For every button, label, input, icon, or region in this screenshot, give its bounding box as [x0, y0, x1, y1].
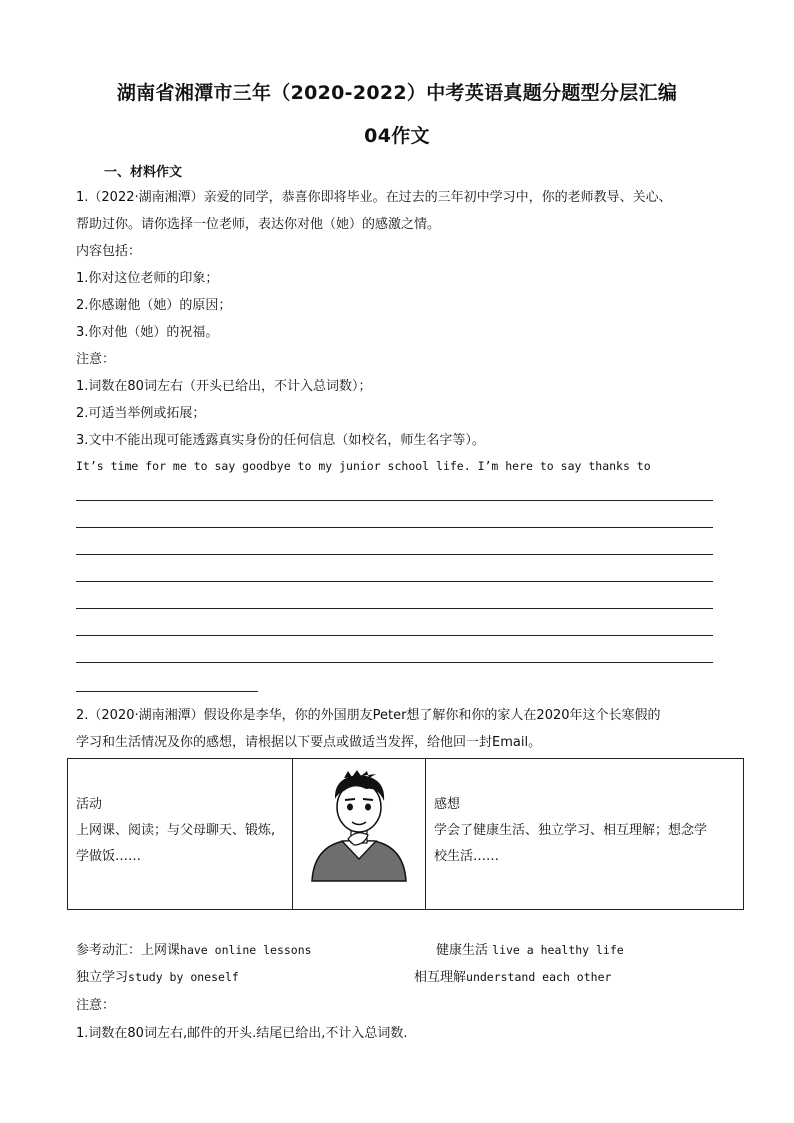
- vocab-label: 参考动汇：: [76, 943, 142, 958]
- q2-prompt-line1: 2.（2020·湖南湘潭）假设你是李华，你的外国朋友Peter想了解你和你的家人在2020年这个长寒假的: [76, 708, 661, 723]
- page-subtitle: 04作文: [364, 125, 430, 147]
- vocab-cn: 健康生活: [436, 943, 489, 958]
- vocab-cn: 上网课: [141, 943, 181, 958]
- feeling-text: 校生活……: [434, 849, 500, 864]
- feeling-text: 学会了健康生活、独立学习、相互理解；想念学: [434, 823, 708, 838]
- page-title: 湖南省湘潭市三年（2020-2022）中考英语真题分题型分层汇编: [116, 82, 678, 104]
- feeling-cell: [426, 759, 744, 910]
- vocab-en: understand each other: [466, 970, 612, 984]
- q1-content-item: 3.你对他（她）的祝福。: [76, 325, 219, 340]
- q1-note-label: 注意：: [76, 352, 116, 367]
- writing-line[interactable]: [76, 581, 713, 582]
- section-heading: 一、材料作文: [104, 165, 183, 180]
- vocab-cn: 相互理解: [414, 970, 467, 985]
- writing-line[interactable]: [76, 554, 713, 555]
- q1-prompt-line1: 1.（2022·湖南湘潭）亲爱的同学，恭喜你即将毕业。在过去的三年初中学习中，你的老师教导、关心、: [76, 190, 672, 205]
- q2-note-label: 注意：: [76, 998, 116, 1013]
- writing-line[interactable]: [76, 527, 713, 528]
- q1-content-item: 1.你对这位老师的印象；: [76, 271, 219, 286]
- q1-content-item: 2.你感谢他（她）的原因；: [76, 298, 232, 313]
- vocab-item: [76, 939, 312, 958]
- writing-line[interactable]: [76, 662, 713, 663]
- q1-note-item: 2.可适当举例或拓展；: [76, 406, 206, 421]
- vocab-en: study by oneself: [128, 970, 239, 984]
- vocab-item: [414, 966, 611, 985]
- writing-line[interactable]: [76, 635, 713, 636]
- q1-content-label: 内容包括：: [76, 244, 142, 259]
- vocab-en: live a healthy life: [492, 943, 624, 957]
- q1-opening-sentence: It’s time for me to say goodbye to my junior school life. I’m here to say thanks to: [76, 459, 651, 473]
- activity-cell: [68, 759, 293, 910]
- vocab-en: have online lessons: [180, 943, 312, 957]
- student-illustration: [304, 769, 414, 889]
- writing-line[interactable]: [76, 500, 713, 501]
- q2-info-table: [67, 758, 744, 910]
- vocab-item: [76, 966, 239, 985]
- vocab-cn: 独立学习: [76, 970, 129, 985]
- activity-text: 上网课、阅读；与父母聊天、锻炼,: [76, 823, 276, 838]
- feeling-label: 感想: [434, 797, 461, 812]
- q2-prompt-line2: 学习和生活情况及你的感想，请根据以下要点或做适当发挥，给他回一封Email。: [76, 735, 542, 750]
- q2-note-item: 1.词数在80词左右,邮件的开头.结尾已给出,不计入总词数.: [76, 1026, 408, 1041]
- illustration-cell: [293, 759, 426, 910]
- vocab-item: [436, 939, 624, 958]
- q1-note-item: 1.词数在80词左右（开头已给出，不计入总词数）；: [76, 379, 372, 394]
- activity-label: 活动: [76, 797, 103, 812]
- activity-text: 学做饭……: [76, 849, 142, 864]
- writing-line-end[interactable]: [76, 691, 258, 692]
- q1-note-item: 3.文中不能出现可能透露真实身份的任何信息（如校名，师生名字等）。: [76, 433, 485, 448]
- q1-prompt-line2: 帮助过你。请你选择一位老师，表达你对他（她）的感激之情。: [76, 217, 441, 232]
- writing-line[interactable]: [76, 608, 713, 609]
